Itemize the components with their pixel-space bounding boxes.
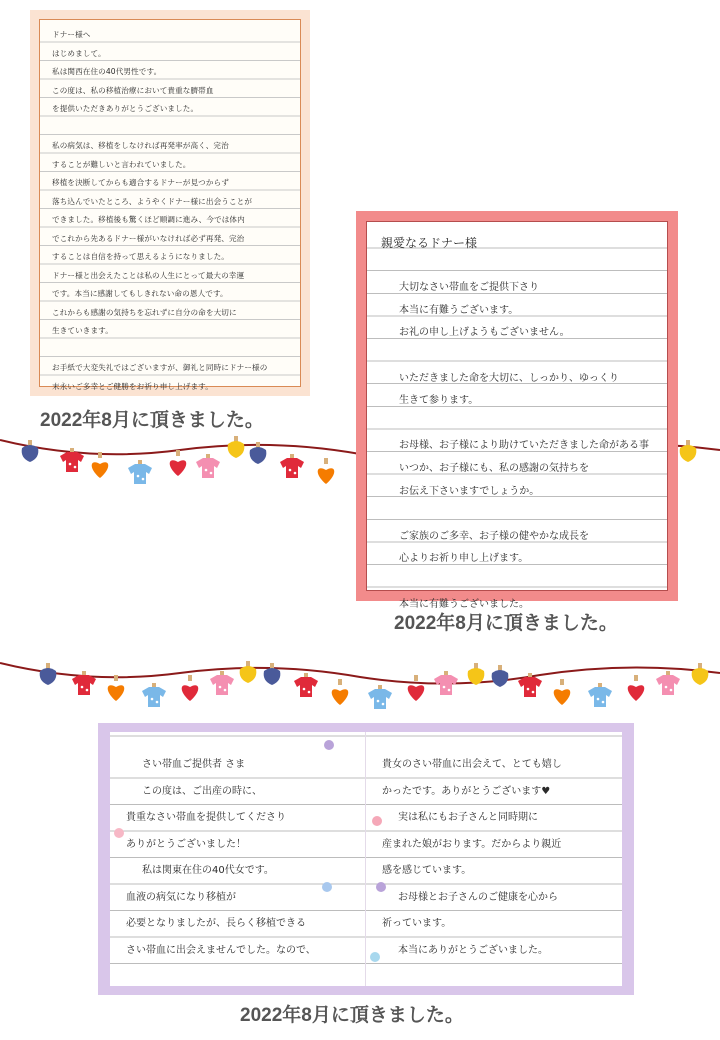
- flower-icon: [324, 740, 334, 750]
- flower-icon: [114, 828, 124, 838]
- letter-line: [52, 341, 290, 360]
- letter-line: さい帯血ご提供者 さま: [142, 759, 246, 770]
- letter-card-1: [30, 10, 310, 396]
- letter-line: いただきました命を大切に、しっかり、ゆっくり: [399, 372, 619, 384]
- letter-line: 感を感じています。: [382, 865, 472, 876]
- letter-3-left-page: [110, 732, 366, 986]
- flower-icon: [372, 816, 382, 826]
- baby-clothes-garland-icon: [0, 655, 720, 725]
- letter-line: 必要となりましたが、長らく移植できる: [126, 918, 306, 929]
- letter-line: 貴重なさい帯血を提供してくださり: [126, 812, 286, 823]
- letter-line: 本当にありがとうございました。: [398, 944, 548, 956]
- letter-line: [381, 345, 655, 368]
- letter-line: お伝え下さいますでしょうか。: [399, 485, 540, 497]
- letter-paper-2: [366, 221, 668, 610]
- letter-line: ドナー様へ: [52, 30, 91, 39]
- letter-card-3: [98, 723, 634, 995]
- letter-line: [381, 503, 655, 526]
- letter-line: できました。移植後も驚くほど順調に進み、今では体内: [52, 215, 245, 224]
- flower-icon: [322, 882, 332, 892]
- letter-line: 血液の病気になり移植が: [126, 891, 236, 903]
- letter-line: 落ち込んでいたところ、ようやくドナー様に出会うことが: [52, 196, 253, 206]
- letter-2-date-caption: 2022年8月に頂きました。: [394, 613, 618, 634]
- letter-line: 本当に有難うございます。: [399, 304, 519, 316]
- letter-line: 心よりお祈り申し上げます。: [399, 553, 529, 565]
- letter-line: お礼の申し上げようもございません。: [399, 327, 570, 339]
- letter-line: お母様、お子様により助けていただきました命がある事: [399, 440, 649, 452]
- letter-paper-1: [39, 19, 301, 391]
- letter-line: 私は関東在住の40代女です。: [142, 865, 274, 876]
- letter-line: することが難しいと言われていました。: [52, 159, 191, 169]
- letter-line: することは自信を持って思えるようになりました。: [52, 252, 229, 261]
- letter-line: ありがとうございました！: [126, 838, 246, 850]
- letter-paper-3: [110, 732, 622, 986]
- letter-line: です。本当に感謝してもしきれない命の恩人です。: [52, 289, 228, 298]
- letter-line: 大切なさい帯血をご提供下さり: [399, 282, 539, 294]
- letter-line: ドナー様と出会えたことは私の人生にとって最大の幸運: [52, 270, 245, 280]
- letter-greeting: 親愛なるドナー様: [381, 236, 478, 250]
- flower-icon: [376, 882, 386, 892]
- letter-line: 実は私にもお子さんと同時期に: [398, 812, 538, 823]
- letter-line: 生きて参ります。: [399, 395, 479, 407]
- letter-3-right-page: [366, 732, 622, 986]
- letter-line: 末永いご多幸とご健勝をお祈り申し上げます。: [52, 381, 213, 391]
- letter-line: この度は、ご出産の時に、: [142, 785, 262, 797]
- letter-line: [381, 571, 655, 594]
- flower-icon: [370, 952, 380, 962]
- letter-line: 本当に有難うございました。: [399, 598, 529, 610]
- letter-card-2: [356, 211, 678, 610]
- letter-1-date-caption: 2022年8月に頂きました。: [40, 410, 264, 431]
- letter-line: はじめまして。: [52, 48, 106, 58]
- letter-line: [381, 255, 655, 278]
- letter-line: さい帯血に出会えませんでした。なので、: [126, 944, 316, 956]
- letter-line: お手紙で大変失礼ではございますが、御礼と同時にドナー様の: [52, 363, 268, 372]
- letter-line: [381, 413, 655, 436]
- letter-line: かったです。ありがとうございます♥: [382, 785, 551, 797]
- letter-line: 私は関西在住の40代男性です。: [52, 67, 162, 76]
- letter-line: 生きていきます。: [52, 326, 113, 335]
- letter-line: を提供いただきありがとうございました。: [52, 104, 199, 113]
- letter-line: [52, 119, 290, 138]
- letter-line: 祈っています。: [382, 918, 452, 929]
- letter-line: ご家族のご多幸、お子様の健やかな成長を: [399, 530, 589, 542]
- letter-line: 産まれた娘がおります。だからより親近: [382, 838, 562, 850]
- letter-line: 移植を決断してからも適合するドナーが見つからず: [52, 178, 229, 187]
- letter-line: いつか、お子様にも、私の感謝の気持ちを: [399, 462, 589, 474]
- letter-3-date-caption: 2022年8月に頂きました。: [240, 1005, 464, 1026]
- letter-line: これからも感謝の気持ちを忘れずに自分の命を大切に: [52, 307, 237, 317]
- letter-line: でこれから先あるドナー様がいなければ必ず再発、完治: [52, 233, 245, 243]
- letter-line: 貴女のさい帯血に出会えて、とても嬉し: [382, 759, 562, 770]
- letter-line: お母様とお子さんのご健康を心から: [398, 891, 558, 903]
- letter-line: 私の病気は、移植をしなければ再発率が高く、完治: [52, 141, 229, 150]
- letter-line: この度は、私の移植治療において貴重な臍帯血: [52, 85, 214, 95]
